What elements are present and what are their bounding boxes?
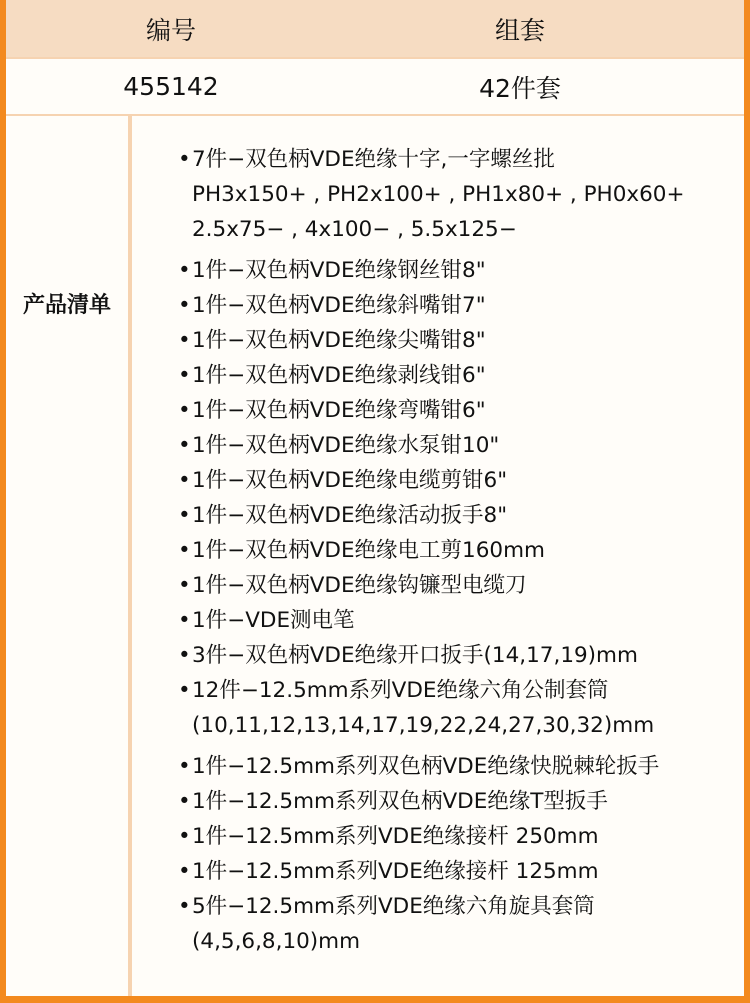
list-item-line: • 1件−双色柄VDE绝缘钢丝钳8" <box>192 258 486 283</box>
table-header <box>6 0 744 57</box>
list-item <box>178 323 734 358</box>
list-item <box>178 854 734 889</box>
list-item-line: (10,11,12,13,14,17,19,22,24,27,30,32)mm <box>192 713 655 738</box>
list-item <box>178 498 734 533</box>
item-list <box>178 142 734 965</box>
list-item <box>178 393 734 428</box>
list-item-line: • 3件−双色柄VDE绝缘开口扳手(14,17,19)mm <box>192 643 638 668</box>
list-item-line: • 1件−双色柄VDE绝缘斜嘴钳7" <box>192 293 486 318</box>
list-item <box>178 784 734 819</box>
list-item-line: • 12件−12.5mm系列VDE绝缘六角公制套筒 <box>192 678 609 703</box>
list-item <box>178 568 734 603</box>
list-item-line: • 1件−12.5mm系列双色柄VDE绝缘T型扳手 <box>192 789 608 814</box>
list-item-line: • 1件−12.5mm系列双色柄VDE绝缘快脱棘轮扳手 <box>192 754 660 779</box>
list-item-line: • 1件−双色柄VDE绝缘水泵钳10" <box>192 433 500 458</box>
list-item-line: • 1件−双色柄VDE绝缘弯嘴钳6" <box>192 398 486 423</box>
table-row <box>6 59 744 114</box>
product-list-row <box>6 116 744 996</box>
list-item-line: • 1件−双色柄VDE绝缘活动扳手8" <box>192 503 508 528</box>
list-item <box>178 819 734 854</box>
list-item-line: • 1件−双色柄VDE绝缘尖嘴钳8" <box>192 328 486 353</box>
list-item-line: (4,5,6,8,10)mm <box>192 929 361 954</box>
list-item-line: • 1件−12.5mm系列VDE绝缘接杆 250mm <box>192 824 599 849</box>
list-item <box>178 253 734 288</box>
list-item-line: • 1件−VDE测电笔 <box>192 608 355 633</box>
list-item-line: 2.5x75− , 4x100− , 5.5x125− <box>192 217 517 242</box>
list-item <box>178 603 734 638</box>
list-item-line: • 5件−12.5mm系列VDE绝缘六角旋具套筒 <box>192 894 595 919</box>
list-item-line: • 1件−双色柄VDE绝缘剥线钳6" <box>192 363 486 388</box>
list-item <box>178 358 734 393</box>
header-set: 组套 <box>494 15 545 45</box>
list-item-line: • 1件−双色柄VDE绝缘电工剪160mm <box>192 538 545 563</box>
product-code: 455142 <box>123 72 219 101</box>
list-item <box>178 533 734 568</box>
list-item-line: • 1件−双色柄VDE绝缘钩镰型电缆刀 <box>192 573 527 598</box>
list-item <box>178 463 734 498</box>
list-item <box>178 673 734 743</box>
header-code: 编号 <box>145 15 196 45</box>
list-item <box>178 288 734 323</box>
list-item-line: • 1件−12.5mm系列VDE绝缘接杆 125mm <box>192 859 599 884</box>
list-item <box>178 142 734 247</box>
list-item <box>178 428 734 463</box>
column-divider <box>128 116 132 996</box>
list-item-line: • 7件−双色柄VDE绝缘十字,一字螺丝批 <box>192 147 555 172</box>
list-item-line: • 1件−双色柄VDE绝缘电缆剪钳6" <box>192 468 508 493</box>
section-label: 产品清单 <box>22 293 111 318</box>
list-item <box>178 749 734 784</box>
list-item-line: PH3x150+ , PH2x100+ , PH1x80+ , PH0x60+ <box>192 182 685 207</box>
set-count: 42件套 <box>479 73 561 103</box>
list-item <box>178 638 734 673</box>
list-item <box>178 889 734 959</box>
